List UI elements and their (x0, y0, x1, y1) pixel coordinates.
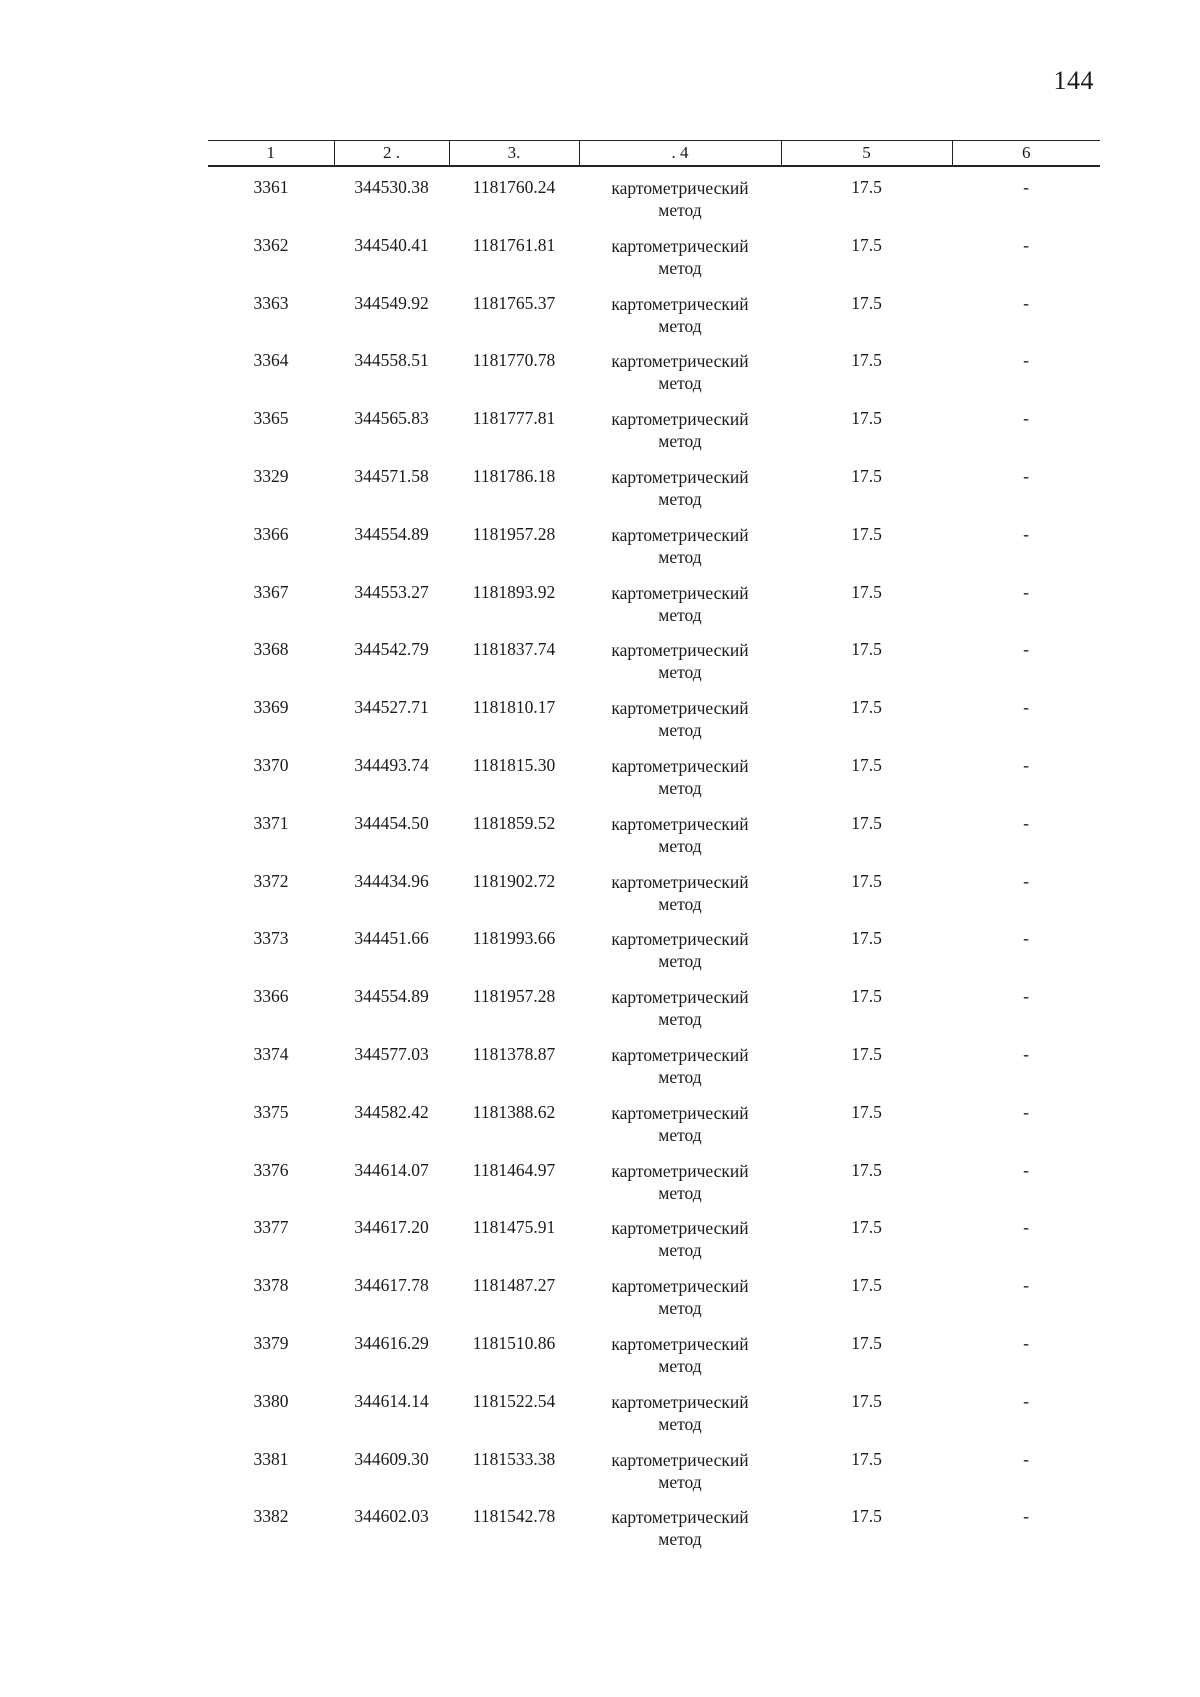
method-line-1: картометрический (611, 351, 749, 372)
x-coordinate-cell: 344540.41 (354, 234, 429, 255)
x-coordinate-cell: 344614.07 (354, 1159, 429, 1180)
method-line-2: метод (658, 200, 702, 220)
table-row (208, 408, 1100, 466)
x-coordinate-cell: 344554.89 (354, 986, 429, 1007)
accuracy-cell: 17.5 (851, 350, 882, 371)
method-cell (579, 408, 781, 466)
note-cell: - (1023, 350, 1029, 371)
method-line-1: картометрический (611, 755, 749, 776)
table-row (208, 1217, 1100, 1275)
method-line-1: картометрический (611, 1160, 749, 1181)
x-coordinate-cell: 344553.27 (354, 581, 429, 602)
header-spacer (208, 166, 1100, 177)
x-coordinate-cell: 344493.74 (354, 754, 429, 775)
method-line-2: метод (658, 257, 702, 278)
method-cell (579, 813, 781, 871)
method-cell (579, 177, 781, 235)
method-line-1: картометрический (611, 871, 749, 892)
point-number-cell: 3377 (253, 1217, 289, 1238)
point-number-cell: 3366 (253, 523, 289, 544)
header-col-2: 2 . (334, 141, 449, 167)
method-line-1: картометрический (611, 1044, 749, 1065)
y-coordinate-cell: 1181957.28 (472, 523, 556, 544)
y-coordinate-cell: 1181957.28 (472, 986, 556, 1007)
y-coordinate-cell: 1181761.81 (472, 234, 556, 255)
table-row (208, 1333, 1100, 1391)
method-cell (579, 1217, 781, 1275)
method-cell (579, 986, 781, 1044)
method-cell (579, 466, 781, 524)
method-cell (579, 1160, 781, 1218)
point-number-cell: 3374 (253, 1043, 289, 1064)
note-cell: - (1023, 234, 1029, 255)
coordinates-table (208, 140, 1100, 1564)
method-cell (579, 697, 781, 755)
method-line-1: картометрический (611, 929, 749, 950)
method-cell (579, 524, 781, 582)
method-cell (579, 582, 781, 640)
x-coordinate-cell: 344571.58 (354, 465, 429, 486)
table-row (208, 177, 1100, 235)
note-cell: - (1023, 1506, 1029, 1527)
table-row (208, 1275, 1100, 1333)
point-number-cell: 3363 (253, 292, 289, 313)
method-line-2: метод (658, 315, 702, 336)
y-coordinate-cell: 1181777.81 (472, 408, 556, 429)
note-cell: - (1023, 1448, 1029, 1469)
x-coordinate-cell: 344582.42 (354, 1101, 429, 1122)
method-line-1: картометрический (611, 582, 749, 603)
method-line-2: метод (658, 720, 702, 741)
accuracy-cell: 17.5 (851, 1159, 882, 1180)
method-cell (579, 350, 781, 408)
method-line-1: картометрический (611, 698, 749, 719)
note-cell: - (1023, 986, 1029, 1007)
y-coordinate-cell: 1181464.97 (472, 1159, 556, 1180)
table-row (208, 755, 1100, 813)
method-line-1: картометрический (611, 813, 749, 834)
method-line-2: метод (658, 604, 702, 625)
note-cell: - (1023, 1390, 1029, 1411)
y-coordinate-cell: 1181760.24 (472, 177, 556, 197)
method-line-1: картометрический (611, 178, 749, 198)
point-number-cell: 3368 (253, 639, 289, 660)
accuracy-cell: 17.5 (851, 928, 882, 949)
x-coordinate-cell: 344617.78 (354, 1275, 429, 1296)
method-line-2: метод (658, 951, 702, 972)
x-coordinate-cell: 344527.71 (354, 697, 429, 718)
method-line-2: метод (658, 1471, 702, 1492)
method-cell (579, 639, 781, 697)
method-line-1: картометрический (611, 293, 749, 314)
accuracy-cell: 17.5 (851, 812, 882, 833)
point-number-cell: 3381 (253, 1448, 289, 1469)
table-row (208, 1160, 1100, 1218)
table-row (208, 639, 1100, 697)
method-cell (579, 235, 781, 293)
method-line-2: метод (658, 1182, 702, 1203)
x-coordinate-cell: 344617.20 (354, 1217, 429, 1238)
point-number-cell: 3375 (253, 1101, 289, 1122)
x-coordinate-cell: 344434.96 (354, 870, 429, 891)
accuracy-cell: 17.5 (851, 177, 882, 197)
table-row (208, 466, 1100, 524)
note-cell: - (1023, 292, 1029, 313)
table-row (208, 928, 1100, 986)
method-line-1: картометрический (611, 524, 749, 545)
method-line-2: метод (658, 662, 702, 683)
y-coordinate-cell: 1181810.17 (472, 697, 556, 718)
method-line-2: метод (658, 1066, 702, 1087)
method-line-2: метод (658, 1355, 702, 1376)
x-coordinate-cell: 344616.29 (354, 1332, 429, 1353)
method-cell (579, 1506, 781, 1564)
note-cell: - (1023, 465, 1029, 486)
y-coordinate-cell: 1181837.74 (472, 639, 556, 660)
accuracy-cell: 17.5 (851, 1448, 882, 1469)
y-coordinate-cell: 1181522.54 (472, 1390, 556, 1411)
table-body (208, 166, 1100, 1564)
table-row (208, 1102, 1100, 1160)
x-coordinate-cell: 344530.38 (354, 177, 429, 197)
header-col-3: 3. (449, 141, 579, 167)
note-cell: - (1023, 928, 1029, 949)
header-col-5: 5 (781, 141, 952, 167)
point-number-cell: 3380 (253, 1390, 289, 1411)
x-coordinate-cell: 344565.83 (354, 408, 429, 429)
header-col-4: . 4 (579, 141, 781, 167)
page-number: 144 (1053, 66, 1094, 95)
y-coordinate-cell: 1181388.62 (472, 1101, 556, 1122)
x-coordinate-cell: 344542.79 (354, 639, 429, 660)
accuracy-cell: 17.5 (851, 408, 882, 429)
method-cell (579, 1391, 781, 1449)
method-line-2: метод (658, 1240, 702, 1261)
point-number-cell: 3370 (253, 754, 289, 775)
table-row (208, 986, 1100, 1044)
y-coordinate-cell: 1181770.78 (472, 350, 556, 371)
point-number-cell: 3367 (253, 581, 289, 602)
note-cell: - (1023, 523, 1029, 544)
note-cell: - (1023, 812, 1029, 833)
method-cell (579, 1449, 781, 1507)
y-coordinate-cell: 1181786.18 (472, 465, 556, 486)
method-line-2: метод (658, 431, 702, 452)
header-col-1: 1 (208, 141, 334, 167)
table-row (208, 293, 1100, 351)
method-cell (579, 871, 781, 929)
note-cell: - (1023, 754, 1029, 775)
method-line-1: картометрический (611, 1391, 749, 1412)
method-line-1: картометрический (611, 1507, 749, 1528)
point-number-cell: 3364 (253, 350, 289, 371)
accuracy-cell: 17.5 (851, 1332, 882, 1353)
point-number-cell: 3373 (253, 928, 289, 949)
method-cell (579, 1275, 781, 1333)
method-line-1: картометрический (611, 1102, 749, 1123)
method-line-2: метод (658, 893, 702, 914)
x-coordinate-cell: 344454.50 (354, 812, 429, 833)
x-coordinate-cell: 344614.14 (354, 1390, 429, 1411)
method-cell (579, 293, 781, 351)
accuracy-cell: 17.5 (851, 697, 882, 718)
header-col-6: 6 (952, 141, 1100, 167)
accuracy-cell: 17.5 (851, 1043, 882, 1064)
point-number-cell: 3376 (253, 1159, 289, 1180)
method-line-1: картометрический (611, 409, 749, 430)
table-row (208, 1044, 1100, 1102)
note-cell: - (1023, 639, 1029, 660)
method-cell (579, 1333, 781, 1391)
method-line-1: картометрический (611, 1276, 749, 1297)
method-line-2: метод (658, 373, 702, 394)
accuracy-cell: 17.5 (851, 1217, 882, 1238)
point-number-cell: 3379 (253, 1332, 289, 1353)
point-number-cell: 3366 (253, 986, 289, 1007)
accuracy-cell: 17.5 (851, 1506, 882, 1527)
y-coordinate-cell: 1181475.91 (472, 1217, 556, 1238)
method-cell (579, 928, 781, 986)
method-line-1: картометрический (611, 1218, 749, 1239)
note-cell: - (1023, 177, 1029, 197)
point-number-cell: 3329 (253, 465, 289, 486)
method-line-2: метод (658, 1529, 702, 1550)
method-line-1: картометрический (611, 1333, 749, 1354)
note-cell: - (1023, 1159, 1029, 1180)
y-coordinate-cell: 1181487.27 (472, 1275, 556, 1296)
note-cell: - (1023, 581, 1029, 602)
table-row (208, 1449, 1100, 1507)
point-number-cell: 3371 (253, 812, 289, 833)
y-coordinate-cell: 1181859.52 (472, 812, 556, 833)
accuracy-cell: 17.5 (851, 1101, 882, 1122)
y-coordinate-cell: 1181893.92 (472, 581, 556, 602)
accuracy-cell: 17.5 (851, 986, 882, 1007)
note-cell: - (1023, 697, 1029, 718)
method-line-1: картометрический (611, 466, 749, 487)
point-number-cell: 3365 (253, 408, 289, 429)
note-cell: - (1023, 1217, 1029, 1238)
method-line-2: метод (658, 1413, 702, 1434)
table-row (208, 813, 1100, 871)
method-line-2: метод (658, 835, 702, 856)
table-row (208, 350, 1100, 408)
accuracy-cell: 17.5 (851, 234, 882, 255)
table-row (208, 1506, 1100, 1564)
y-coordinate-cell: 1181902.72 (472, 870, 556, 891)
table-row (208, 1391, 1100, 1449)
point-number-cell: 3382 (253, 1506, 289, 1527)
note-cell: - (1023, 1332, 1029, 1353)
table-row (208, 871, 1100, 929)
table-header (208, 141, 1100, 167)
y-coordinate-cell: 1181993.66 (472, 928, 556, 949)
note-cell: - (1023, 870, 1029, 891)
x-coordinate-cell: 344609.30 (354, 1448, 429, 1469)
table-row (208, 697, 1100, 755)
accuracy-cell: 17.5 (851, 523, 882, 544)
point-number-cell: 3372 (253, 870, 289, 891)
y-coordinate-cell: 1181815.30 (472, 754, 556, 775)
x-coordinate-cell: 344549.92 (354, 292, 429, 313)
method-cell (579, 755, 781, 813)
table-row (208, 582, 1100, 640)
note-cell: - (1023, 1043, 1029, 1064)
x-coordinate-cell: 344554.89 (354, 523, 429, 544)
x-coordinate-cell: 344451.66 (354, 928, 429, 949)
note-cell: - (1023, 408, 1029, 429)
method-cell (579, 1102, 781, 1160)
point-number-cell: 3361 (253, 177, 289, 197)
x-coordinate-cell: 344602.03 (354, 1506, 429, 1527)
accuracy-cell: 17.5 (851, 1275, 882, 1296)
point-number-cell: 3369 (253, 697, 289, 718)
method-line-2: метод (658, 546, 702, 567)
header-row (208, 141, 1100, 167)
note-cell: - (1023, 1101, 1029, 1122)
accuracy-cell: 17.5 (851, 639, 882, 660)
method-cell (579, 1044, 781, 1102)
method-line-2: метод (658, 1124, 702, 1145)
accuracy-cell: 17.5 (851, 870, 882, 891)
note-cell: - (1023, 1275, 1029, 1296)
accuracy-cell: 17.5 (851, 465, 882, 486)
y-coordinate-cell: 1181533.38 (472, 1448, 556, 1469)
accuracy-cell: 17.5 (851, 754, 882, 775)
x-coordinate-cell: 344558.51 (354, 350, 429, 371)
method-line-2: метод (658, 777, 702, 798)
y-coordinate-cell: 1181765.37 (472, 292, 556, 313)
accuracy-cell: 17.5 (851, 581, 882, 602)
accuracy-cell: 17.5 (851, 292, 882, 313)
y-coordinate-cell: 1181510.86 (472, 1332, 556, 1353)
y-coordinate-cell: 1181542.78 (472, 1506, 556, 1527)
x-coordinate-cell: 344577.03 (354, 1043, 429, 1064)
table-row (208, 235, 1100, 293)
method-line-2: метод (658, 1298, 702, 1319)
table-row (208, 524, 1100, 582)
method-line-2: метод (658, 1009, 702, 1030)
accuracy-cell: 17.5 (851, 1390, 882, 1411)
point-number-cell: 3378 (253, 1275, 289, 1296)
method-line-1: картометрический (611, 640, 749, 661)
method-line-1: картометрический (611, 1449, 749, 1470)
method-line-1: картометрический (611, 987, 749, 1008)
point-number-cell: 3362 (253, 234, 289, 255)
method-line-1: картометрический (611, 235, 749, 256)
method-line-2: метод (658, 488, 702, 509)
y-coordinate-cell: 1181378.87 (472, 1043, 556, 1064)
